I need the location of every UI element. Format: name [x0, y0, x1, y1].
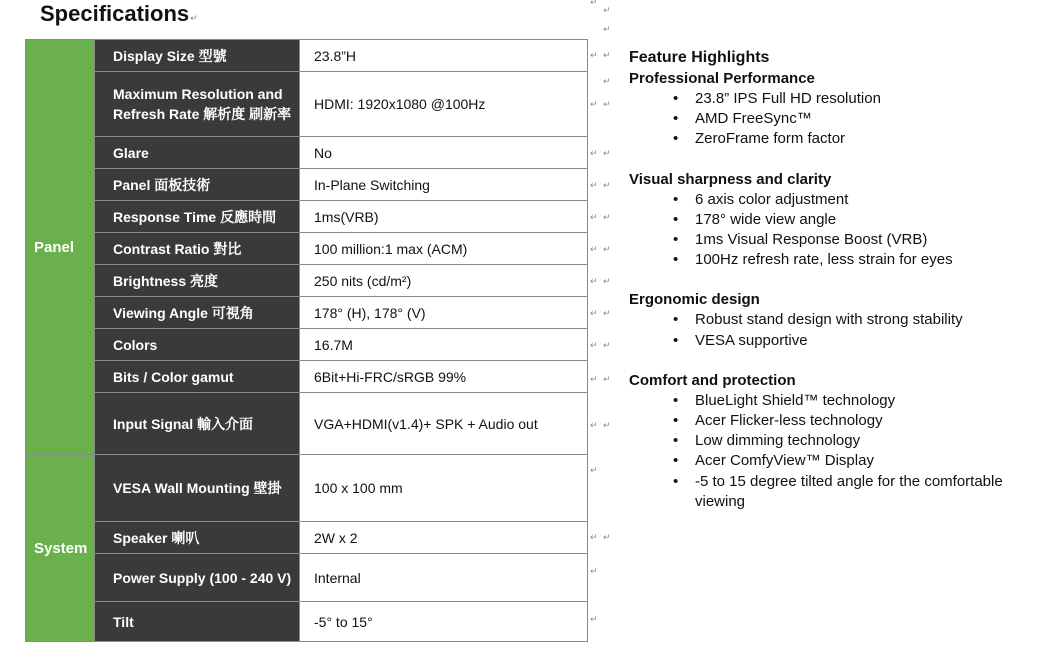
paragraph-mark: ↵ [603, 148, 611, 158]
paragraph-mark: ↵ [603, 5, 611, 15]
spec-value: 23.8”H [300, 40, 588, 72]
category-cell-system: System [26, 455, 95, 642]
row-end-mark: ↵ [590, 532, 598, 542]
list-item: • 178° wide view angle [673, 210, 1029, 230]
row-end-mark: ↵ [590, 148, 598, 158]
category-cell-panel: Panel [26, 40, 95, 455]
spec-label: Display Size 型號 [95, 40, 300, 72]
spec-label: Contrast Ratio 對比 [95, 233, 300, 265]
feature-list [673, 89, 1029, 150]
paragraph-mark: ↵ [590, 0, 598, 7]
feature-title: Feature Highlights [629, 49, 770, 66]
list-item: • 1ms Visual Response Boost (VRB) [673, 230, 1029, 250]
spec-value: In-Plane Switching [300, 169, 588, 201]
paragraph-mark: ↵ [603, 374, 611, 384]
table-row [26, 137, 588, 169]
spec-label: Viewing Angle 可視角 [95, 297, 300, 329]
spec-value: 1ms(VRB) [300, 201, 588, 233]
feature-list [673, 190, 1029, 271]
row-end-mark: ↵ [590, 374, 598, 384]
spec-label: Response Time 反應時間 [95, 201, 300, 233]
list-item: • ZeroFrame form factor [673, 129, 1029, 149]
table-row [26, 602, 588, 642]
spec-label: Brightness 亮度 [95, 265, 300, 297]
list-item: • 100Hz refresh rate, less strain for eyes [673, 250, 1029, 270]
table-row [26, 169, 588, 201]
list-item: • 6 axis color adjustment [673, 190, 1029, 210]
spec-value: No [300, 137, 588, 169]
row-end-mark: ↵ [590, 99, 598, 109]
row-end-mark: ↵ [590, 276, 598, 286]
spec-label: Power Supply (100 - 240 V) [95, 554, 300, 602]
table-row [26, 329, 588, 361]
spec-label: Glare [95, 137, 300, 169]
table-row [26, 201, 588, 233]
row-end-mark: ↵ [590, 308, 598, 318]
list-item: • Low dimming technology [673, 431, 1029, 451]
table-row [26, 40, 588, 72]
spec-value: Internal [300, 554, 588, 602]
spec-label: Bits / Color gamut [95, 361, 300, 393]
table-row [26, 393, 588, 455]
table-row [26, 233, 588, 265]
row-end-mark: ↵ [590, 180, 598, 190]
list-item: • Acer Flicker-less technology [673, 411, 1029, 431]
feature-section-heading: Visual sharpness and clarity [629, 170, 832, 188]
row-end-mark: ↵ [590, 566, 598, 576]
spec-value: 16.7M [300, 329, 588, 361]
spec-label: VESA Wall Mounting 壁掛 [95, 455, 300, 522]
table-row [26, 554, 588, 602]
paragraph-mark: ↵ [190, 13, 198, 23]
spec-value: -5° to 15° [300, 602, 588, 642]
spec-table [25, 39, 588, 642]
spec-value: 100 million:1 max (ACM) [300, 233, 588, 265]
empty-paragraph [629, 150, 1029, 170]
spec-label: Input Signal 輸入介面 [95, 393, 300, 455]
paragraph-mark: ↵ [603, 276, 611, 286]
spec-label: Speaker 喇叭 [95, 522, 300, 554]
list-item: • VESA supportive [673, 331, 1029, 351]
feature-section-heading: Professional Performance [629, 70, 815, 87]
feature-list [673, 310, 1029, 350]
empty-paragraph [629, 270, 1029, 290]
feature-list [673, 391, 1029, 512]
formatting-marks [589, 0, 611, 650]
table-row [26, 297, 588, 329]
spec-label: Colors [95, 329, 300, 361]
feature-section-heading: Comfort and protection [629, 371, 796, 389]
empty-paragraph [629, 351, 1029, 371]
feature-section-heading: Ergonomic design [629, 291, 760, 309]
spec-label: Tilt [95, 602, 300, 642]
spec-value: 250 nits (cd/m²) [300, 265, 588, 297]
table-row [26, 522, 588, 554]
row-end-mark: ↵ [590, 244, 598, 254]
spec-label: Maximum Resolution and Refresh Rate 解析度 刷新率 [95, 72, 300, 137]
table-row [26, 72, 588, 137]
row-end-mark: ↵ [590, 340, 598, 350]
paragraph-mark: ↵ [603, 76, 611, 86]
paragraph-mark: ↵ [603, 180, 611, 190]
spec-value: 2W x 2 [300, 522, 588, 554]
paragraph-mark: ↵ [603, 340, 611, 350]
row-end-mark: ↵ [590, 50, 598, 60]
paragraph-mark: ↵ [603, 420, 611, 430]
page-title: Specifications↵ [40, 1, 198, 26]
list-item: • Robust stand design with strong stability [673, 310, 1029, 330]
list-item: • 23.8” IPS Full HD resolution [673, 89, 1029, 109]
row-end-mark: ↵ [590, 465, 598, 475]
spec-value: HDMI: 1920x1080 @100Hz [300, 72, 588, 137]
spec-label: Panel 面板技術 [95, 169, 300, 201]
paragraph-mark: ↵ [603, 212, 611, 222]
list-item: • Acer ComfyView™ Display [673, 451, 1029, 471]
table-row [26, 361, 588, 393]
table-row [26, 455, 588, 522]
list-item: • BlueLight Shield™ technology [673, 391, 1029, 411]
paragraph-mark: ↵ [603, 532, 611, 542]
spec-value: 100 x 100 mm [300, 455, 588, 522]
row-end-mark: ↵ [590, 212, 598, 222]
table-row [26, 265, 588, 297]
paragraph-mark: ↵ [603, 99, 611, 109]
paragraph-mark: ↵ [603, 24, 611, 34]
feature-highlights [629, 47, 1029, 512]
spec-value: VGA+HDMI(v1.4)+ SPK + Audio out [300, 393, 588, 455]
paragraph-mark: ↵ [603, 244, 611, 254]
list-item: • -5 to 15 degree tilted angle for the comfortable viewing [673, 472, 1029, 512]
spec-value: 6Bit+Hi-FRC/sRGB 99% [300, 361, 588, 393]
paragraph-mark: ↵ [603, 50, 611, 60]
list-item: • AMD FreeSync™ [673, 109, 1029, 129]
row-end-mark: ↵ [590, 614, 598, 624]
paragraph-mark: ↵ [603, 308, 611, 318]
row-end-mark: ↵ [590, 420, 598, 430]
spec-value: 178° (H), 178° (V) [300, 297, 588, 329]
